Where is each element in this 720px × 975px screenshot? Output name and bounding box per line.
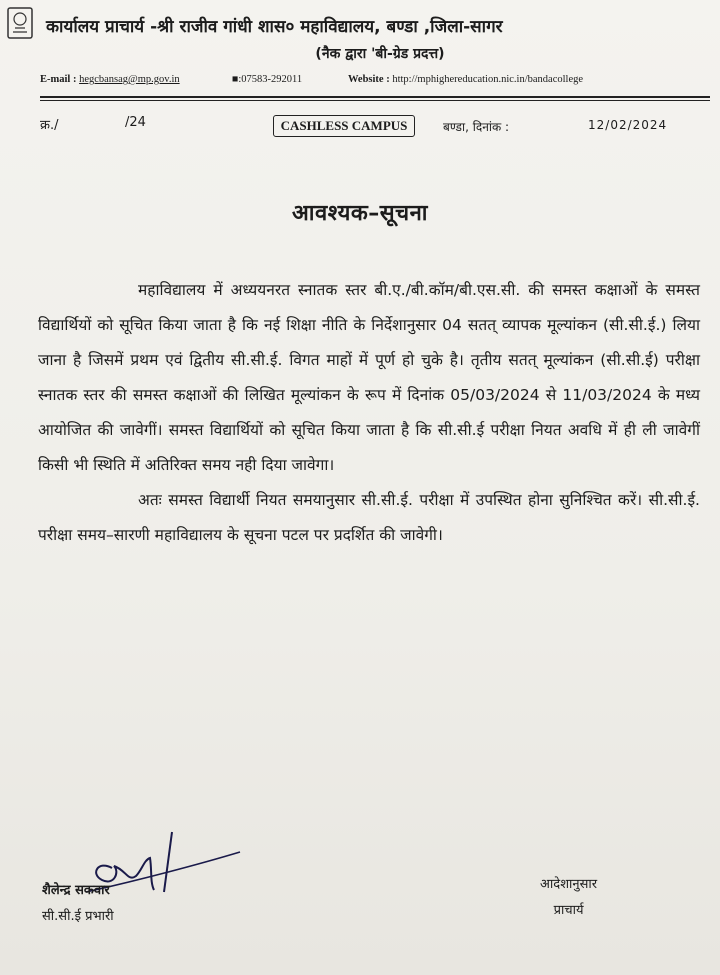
college-header-title: कार्यालय प्राचार्य -श्री राजीव गांधी शास० महाविद्यालय, बण्डा ,जिला-सागर	[46, 17, 503, 37]
header-divider	[40, 96, 710, 98]
notice-body	[38, 273, 700, 553]
principal-designation: प्राचार्य	[553, 903, 584, 918]
college-accreditation: (नैक द्वारा 'बी-ग्रेड प्रदत्त)	[315, 46, 445, 62]
email-block	[40, 74, 180, 85]
email-link[interactable]: hegcbansag@mp.gov.in	[79, 74, 180, 85]
notice-date: 12/02/2024	[588, 118, 668, 132]
cce-incharge-name: शैलेन्द्र सकवार	[42, 883, 110, 898]
college-logo-icon	[6, 6, 34, 40]
principal-signature-block	[540, 872, 597, 924]
cce-incharge-signature-block	[42, 878, 114, 930]
notice-title: आवश्यक–सूचना	[292, 201, 428, 226]
notice-paragraph-1: महाविद्यालय में अध्ययनरत स्नातक स्तर बी.ए./बी.कॉम/बी.एस.सी. की समस्त कक्षाओं के समस्त विद्यार्थियों को सूचित किया जाता है कि नई शिक्षा नीति के निर्देशानुसार 04 सतत् व्यापक मूल्यांकन (सी.सी.ई.) लिया जाना है जिसमें प्रथम एवं द्वितीय सी.सी.ई. विगत माहों में पूर्ण हो चुके है। तृतीय सतत् मूल्यांकन (सी.सी.ई) परीक्षा स्नातक स्तर की समस्त कक्षाओं की लिखित मूल्यांकन के रूप में दिनांक 05/03/2024 से 11/03/2024 के मध्य आयोजित की जावेगीं। समस्त विद्यार्थियों को सूचित किया जाता है कि सी.सी.ई परीक्षा नियत अवधि में ही ली जावेगीं किसी भी स्थिति में अतिरिक्त समय नही दिया जावेगा।	[38, 281, 700, 474]
website-label: Website :	[348, 74, 390, 85]
phone-number: ■:07583-292011	[232, 74, 303, 85]
reference-number-prefix: क्र./	[40, 118, 59, 133]
by-order-text: आदेशानुसार	[540, 877, 598, 892]
website-link[interactable]: http://mphighereducation.nic.in/bandacollege	[392, 74, 584, 85]
reference-number-suffix: /24	[125, 115, 146, 130]
notice-paragraph-2: अतः समस्त विद्यार्थी नियत समयानुसार सी.सी.ई. परीक्षा में उपस्थित होना सुनिश्चित करें। सी.सी.ई. परीक्षा समय–सारणी महाविद्यालय के सूचना पटल पर प्रदर्शित की जावेगी।	[38, 491, 700, 544]
website-block	[348, 74, 583, 85]
cashless-campus-badge: CASHLESS CAMPUS	[273, 115, 415, 137]
cce-incharge-designation: सी.सी.ई प्रभारी	[42, 909, 114, 924]
email-label: E-mail :	[40, 74, 77, 85]
header-divider-thin	[40, 100, 710, 101]
place-date-label: बण्डा, दिनांक :	[443, 120, 510, 134]
